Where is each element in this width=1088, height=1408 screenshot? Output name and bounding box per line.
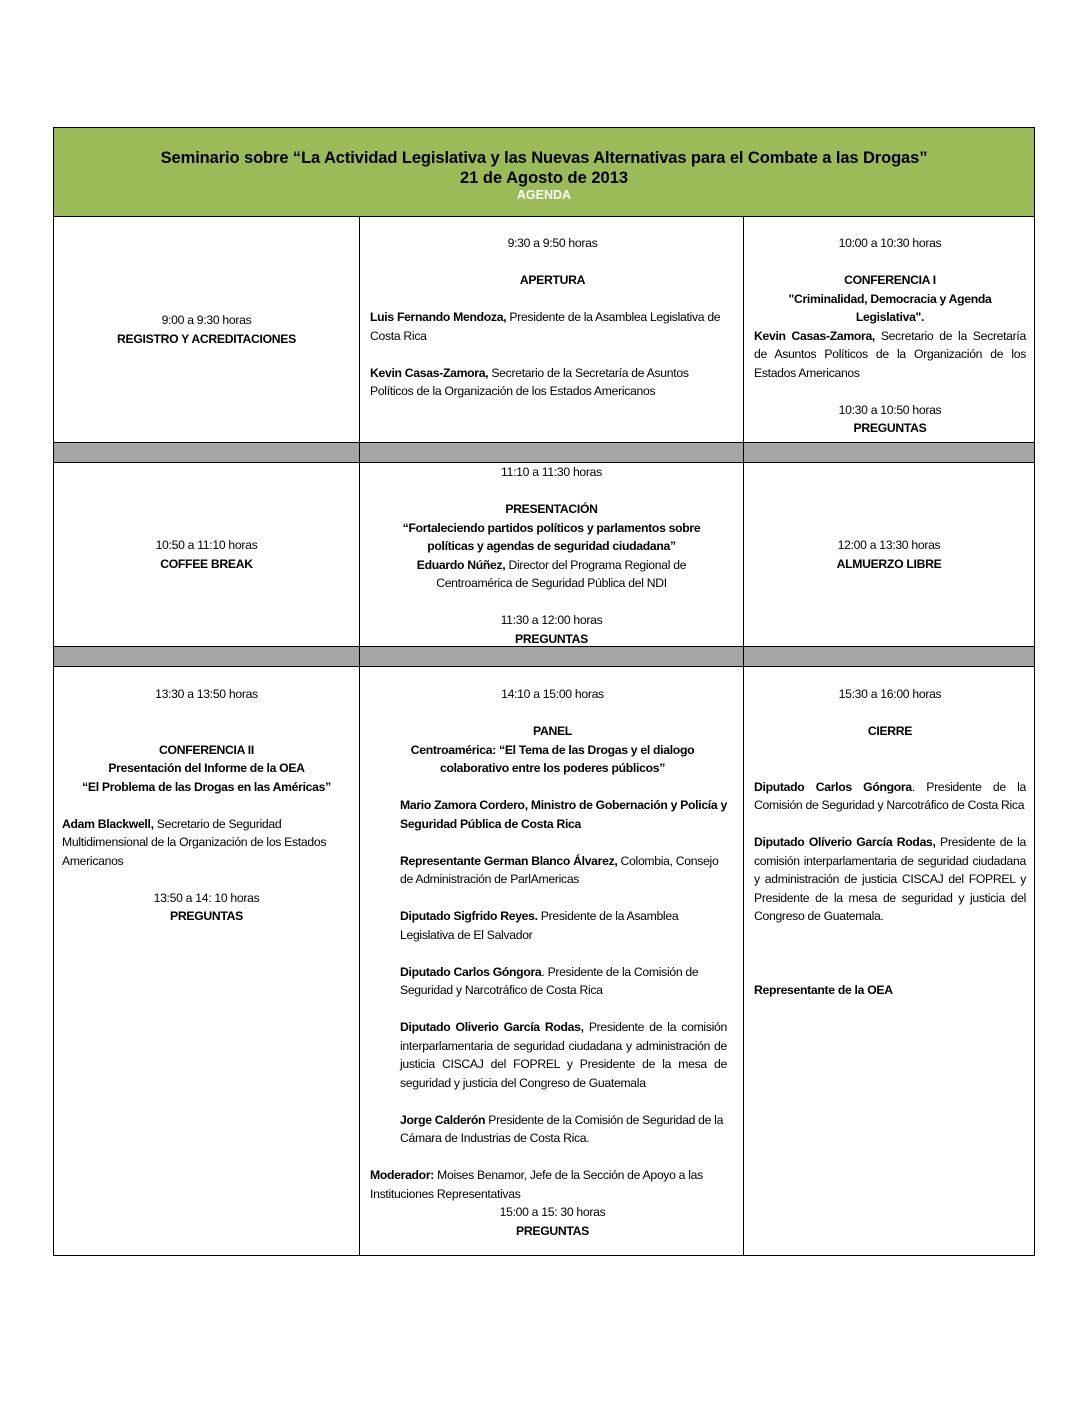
speaker-role: Presidente de la Asamblea Legislativa de Costa Rica [370,310,721,343]
speaker [370,308,735,345]
panelist [400,907,727,944]
speaker [754,778,1026,815]
moderator [370,1166,735,1203]
speaker [62,815,351,871]
time-label: 15:30 a 16:00 horas [838,687,942,701]
session-title: PANEL [533,724,572,738]
time-label: 12:00 a 13:30 horas [837,538,941,552]
time-label: 13:50 a 14: 10 horas [153,890,260,905]
time-label: 9:30 a 9:50 horas [507,236,598,250]
speaker: Representante de la OEA [754,983,893,997]
coffee-break-cell [54,463,360,646]
speaker-name: Diputado Carlos Góngora [754,779,912,794]
speaker-role: Colombia, Consejo de Administración de ParlAmericas [400,853,719,886]
questions-title: PREGUNTAS [516,1223,589,1238]
speaker-role: Presidente de la comisión interparlamentaria de seguridad ciudadana y administración de justicia CISCAJ del FOPREL y Presidente de la mesa de seguridad y justicia del Congreso de Guatemala [400,1020,727,1090]
questions-title: PREGUNTAS [170,909,243,923]
seminar-title: Seminario sobre “La Actividad Legislativa y las Nuevas Alternativas para el Combate a las Drogas” [160,149,928,167]
session-title: PRESENTACIÓN [505,502,598,516]
agenda-label: AGENDA [516,188,572,202]
time-label: 10:00 a 10:30 horas [838,236,942,250]
speaker-role: Secretario de la Secretaría de Asuntos Políticos de la Organización de los Estados Americanos [370,365,689,398]
panelist [400,1018,727,1092]
closing-cell [744,667,1034,1255]
speaker [754,833,1026,926]
panel-cell [360,667,744,1255]
time-label: 11:30 a 12:00 horas [500,613,603,627]
questions-title: PREGUNTAS [853,421,927,435]
session-subtitle: Centroamérica: “El Tema de las Drogas y el dialogo colaborativo entre los poderes públicos” [410,742,695,775]
speaker [380,556,723,593]
time-label: 11:10 a 11:30 horas [501,465,602,479]
moderator-role: Moises Benamor, Jefe de la Sección de Apoyo a las Instituciones Representativas [370,1168,703,1201]
speaker-role: Presidente de la Asamblea Legislativa de El Salvador [400,909,679,942]
presentation-cell [360,463,744,646]
panelist [400,852,727,889]
speaker [754,327,1026,383]
time-label: 9:00 a 9:30 horas [161,313,252,327]
speaker-role: Secretario de la Secretaría de Asuntos Políticos de la Organización de los Estados Americanos [754,328,1026,380]
speaker-name: Luis Fernando Mendoza, [370,310,507,324]
session-title: COFFEE BREAK [160,556,253,571]
panelist [400,1111,727,1148]
agenda-header [54,128,1034,217]
session-subtitle: “Fortaleciendo partidos políticos y parlamentos sobre políticas y agendas de seguridad ciudadana” [402,520,701,553]
separator-row [54,443,1034,463]
speaker-name: Adam Blackwell, [62,816,154,831]
speaker-role: . Presidente de la Comisión de Seguridad y Narcotráfico de Costa Rica [400,964,699,997]
agenda-table [53,127,1035,1256]
lunch-cell [744,463,1034,646]
speaker-role: Director del Programa Regional de Centroamérica de Seguridad Pública del NDI [436,557,687,590]
questions-title: PREGUNTAS [515,631,588,646]
speaker-name: Kevin Casas-Zamora, [754,328,876,343]
speaker-name: Eduardo Núñez, [416,557,506,572]
speaker-name: Diputado Sigfrido Reyes. [400,909,538,923]
session-subtitle: "Criminalidad, Democracia y Agenda Legislativa". [788,291,992,324]
panelist [400,963,727,1000]
agenda-row-1 [54,217,1034,443]
session-title: CONFERENCIA II [159,742,254,757]
conference-1-cell [744,217,1034,442]
moderator-label: Moderador: [370,1168,435,1182]
time-label: 14:10 a 15:00 horas [501,687,604,701]
session-title: REGISTRO Y ACREDITACIONES [117,331,296,346]
speaker-role: . Presidente de la Comisión de Seguridad y Narcotráfico de Costa Rica [754,779,1027,812]
seminar-date: 21 de Agosto de 2013 [459,169,629,187]
speaker-name: Jorge Calderón [400,1112,486,1127]
agenda-row-3 [54,667,1034,1255]
opening-cell [360,217,744,442]
speaker-name: Diputado Olíverio García Rodas, [754,835,936,849]
session-title: APERTURA [519,273,586,287]
separator-row [54,647,1034,667]
speaker-name: Diputado Oliverio García Rodas, [400,1020,584,1034]
speaker-role: Presidente de la comisión interparlamentaria de seguridad ciudadana y administración de justicia CISCAJ del FOPREL y Presidente de la mesa de seguridad y justicia del Congreso de Guatemala. [754,835,1026,923]
speaker-role: Secretario de Seguridad Multidimensional de la Organización de los Estados Americanos [62,816,327,868]
speaker-name: Representante German Blanco Álvarez, [400,853,618,868]
session-title: CONFERENCIA I [844,273,936,287]
speaker [370,364,735,401]
session-title: CIERRE [867,724,913,738]
panelist: Mario Zamora Cordero, Ministro de Gobernación y Policía y Seguridad Pública de Costa Rica [400,798,727,831]
agenda-row-2 [54,463,1034,647]
speaker-role: Presidente de la Comisión de Seguridad de la Cámara de Industrias de Costa Rica. [400,1112,724,1145]
session-title: ALMUERZO LIBRE [836,556,942,571]
time-label: 15:00 a 15: 30 horas [499,1205,606,1219]
speaker-name: Diputado Carlos Góngora [400,964,542,979]
conference-2-cell [54,667,360,1255]
speaker-name: Kevin Casas-Zamora, [370,365,489,380]
time-label: 10:50 a 11:10 horas [155,538,258,552]
session-subtitle: “El Problema de las Drogas en las Américas” [82,779,331,794]
time-label: 13:30 a 13:50 horas [155,687,258,701]
registration-cell [54,217,360,442]
time-label: 10:30 a 10:50 horas [838,402,942,417]
session-subtitle: Presentación del Informe de la OEA [108,761,305,775]
